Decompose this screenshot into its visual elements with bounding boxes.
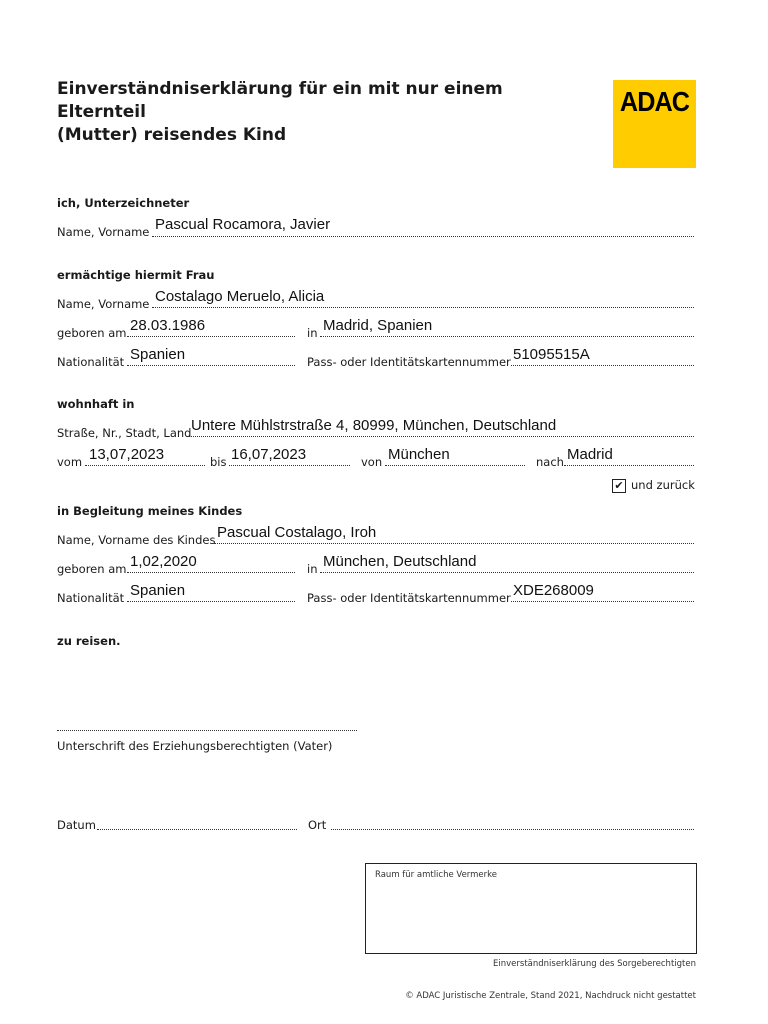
section-residence: wohnhaft in xyxy=(57,397,135,411)
authorized-born-field[interactable]: 28.03.1986 xyxy=(130,317,206,334)
destination-label: nach xyxy=(536,455,564,469)
child-nationality-line xyxy=(127,601,295,602)
destination-line xyxy=(564,465,694,466)
document-title xyxy=(57,78,577,147)
to-date-field[interactable]: 16,07,2023 xyxy=(231,446,307,463)
section-signer: ich, Unterzeichneter xyxy=(57,196,190,210)
child-name-field[interactable]: Pascual Costalago, Iroh xyxy=(217,524,377,541)
child-in-label: in xyxy=(307,562,318,576)
child-place-line xyxy=(320,572,694,573)
title-line-1: Einverständniserklärung für ein mit nur einem Elternteil xyxy=(57,79,503,122)
child-nationality-field[interactable]: Spanien xyxy=(130,582,186,599)
signature-label: Unterschrift des Erziehungsberechtigten (Vater) xyxy=(57,739,333,753)
section-authorized: ermächtige hiermit Frau xyxy=(57,268,215,282)
to-date-label: bis xyxy=(210,455,227,469)
return-checkbox[interactable]: ✔ xyxy=(612,479,626,493)
child-born-label: geboren am xyxy=(57,562,127,576)
signer-name-field[interactable]: Pascual Rocamora, Javier xyxy=(155,216,331,233)
child-name-label: Name, Vorname des Kindes xyxy=(57,533,216,547)
child-nationality-label: Nationalität xyxy=(57,591,125,605)
destination-field[interactable]: Madrid xyxy=(567,446,613,463)
section-child: in Begleitung meines Kindes xyxy=(57,504,243,518)
travel-statement: zu reisen. xyxy=(57,634,121,648)
copyright-notice: © ADAC Juristische Zentrale, Stand 2021, Nachdruck nicht gestattet xyxy=(405,991,696,1001)
date-label: Datum xyxy=(57,818,96,832)
authorized-passport-label: Pass- oder Identitätskartennummer xyxy=(307,355,511,369)
authorized-passport-field[interactable]: 51095515A xyxy=(513,346,590,363)
child-name-line xyxy=(214,543,694,544)
authorized-nationality-line xyxy=(127,365,295,366)
signer-name-label: Name, Vorname xyxy=(57,225,150,239)
address-label: Straße, Nr., Stadt, Land xyxy=(57,426,192,440)
title-line-2: (Mutter) reisendes Kind xyxy=(57,125,287,145)
official-notes-label: Raum für amtliche Vermerke xyxy=(375,870,497,880)
authorized-born-line xyxy=(127,336,295,337)
from-date-label: vom xyxy=(57,455,83,469)
adac-logo-text: ADAC xyxy=(619,86,690,117)
place-label: Ort xyxy=(308,818,327,832)
address-field[interactable]: Untere Mühlstrstraße 4, 80999, München, Deutschland xyxy=(191,417,557,434)
authorized-in-label: in xyxy=(307,326,318,340)
origin-line xyxy=(385,465,525,466)
adac-logo xyxy=(613,80,696,168)
authorized-nationality-label: Nationalität xyxy=(57,355,125,369)
origin-field[interactable]: München xyxy=(388,446,450,463)
child-born-line xyxy=(127,572,295,573)
authorized-born-label: geboren am xyxy=(57,326,127,340)
child-born-field[interactable]: 1,02,2020 xyxy=(130,553,197,570)
authorized-name-line xyxy=(152,307,694,308)
origin-label: von xyxy=(361,455,383,469)
authorized-place-field[interactable]: Madrid, Spanien xyxy=(323,317,433,334)
child-passport-label: Pass- oder Identitätskartennummer xyxy=(307,591,511,605)
from-date-field[interactable]: 13,07,2023 xyxy=(89,446,165,463)
authorized-name-field[interactable]: Costalago Meruelo, Alicia xyxy=(155,288,325,305)
signature-line[interactable] xyxy=(57,730,357,731)
place-line[interactable] xyxy=(331,829,694,830)
child-passport-line xyxy=(511,601,694,602)
form-name: Einverständniserklärung des Sorgeberechtigten xyxy=(493,959,696,969)
authorized-name-label: Name, Vorname xyxy=(57,297,150,311)
child-place-field[interactable]: München, Deutschland xyxy=(323,553,477,570)
authorized-nationality-field[interactable]: Spanien xyxy=(130,346,186,363)
address-line xyxy=(188,436,694,437)
from-date-line xyxy=(85,465,205,466)
return-label: und zurück xyxy=(631,478,695,492)
child-passport-field[interactable]: XDE268009 xyxy=(513,582,594,599)
official-notes-box xyxy=(365,863,697,954)
date-line[interactable] xyxy=(97,829,297,830)
authorized-place-line xyxy=(320,336,694,337)
signer-name-line xyxy=(152,236,694,237)
authorized-passport-line xyxy=(511,365,694,366)
to-date-line xyxy=(229,465,350,466)
